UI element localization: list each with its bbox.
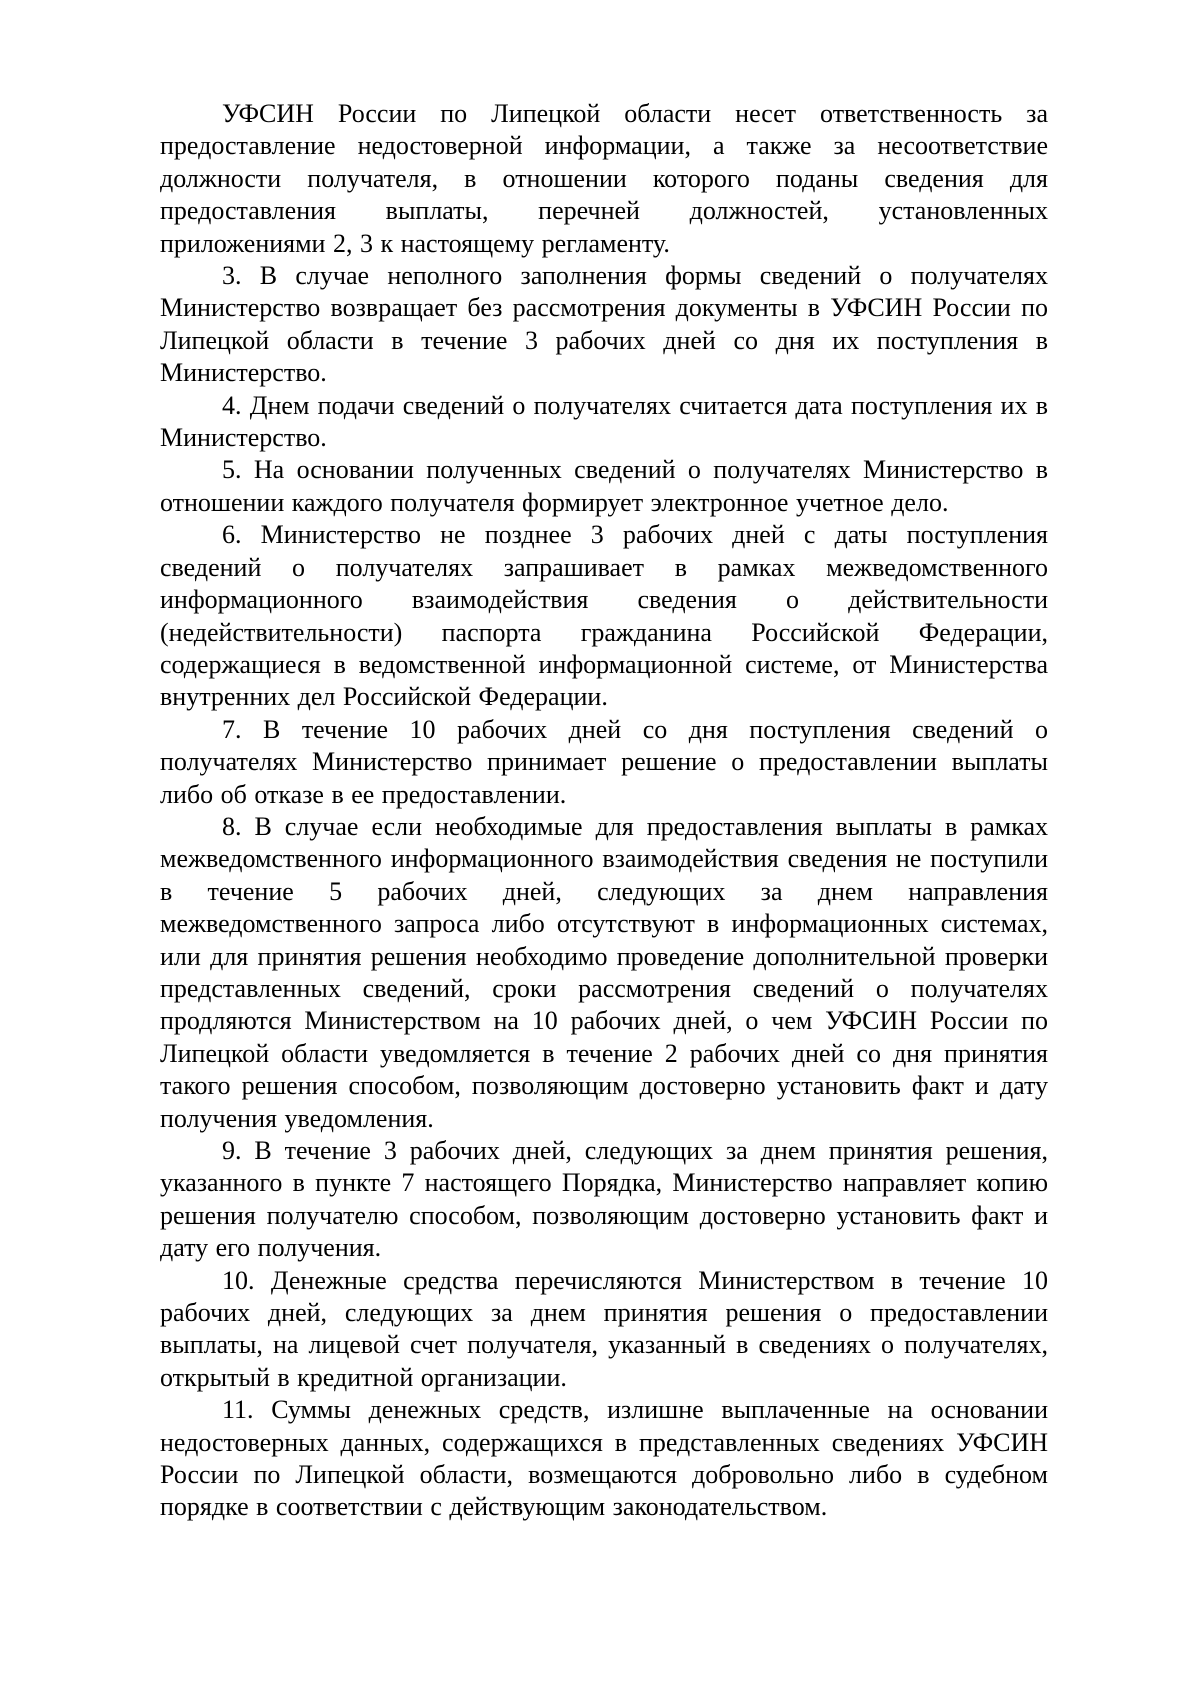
paragraph-item-8: 8. В случае если необходимые для предоставления выплаты в рамках межведомственного информационного взаимодействия сведения не поступили в течение 5 рабочих дней, следующих за днем направления межведомственного запроса либо отсутствуют в информационных системах, или для принятия решения необходимо проведение дополнительной проверки представленных сведений, сроки рассмотрения сведений о получателях продляются Министерством на 10 рабочих дней, о чем УФСИН России по Липецкой области уведомляется в течение 2 рабочих дней со дня принятия такого решения способом, позволяющим достоверно установить факт и дату получения уведомления. bbox=[160, 811, 1048, 1133]
paragraph-item-6: 6. Министерство не позднее 3 рабочих дней с даты поступления сведений о получателях запрашивает в рамках межведомственного информационного взаимодействия сведения о действительности (недействительности) паспорта гражданина Российской Федерации, содержащиеся в ведомственной информационной системе, от Министерства внутренних дел Российской Федерации. bbox=[160, 520, 1048, 712]
document-text-block bbox=[160, 98, 1048, 1524]
paragraph-item-3: 3. В случае неполного заполнения формы сведений о получателях Министерство возвращает без рассмотрения документы в УФСИН России по Липецкой области в течение 3 рабочих дней со дня их поступления в Министерство. bbox=[160, 261, 1048, 388]
paragraph-item-5: 5. На основании полученных сведений о получателях Министерство в отношении каждого получателя формирует электронное учетное дело. bbox=[160, 455, 1048, 517]
paragraph-item-4: 4. Днем подачи сведений о получателях считается дата поступления их в Министерство. bbox=[160, 390, 1048, 453]
paragraph-item-11: 11. Суммы денежных средств, излишне выплаченные на основании недостоверных данных, содержащихся в представленных сведениях УФСИН России по Липецкой области, возмещаются добровольно либо в судебном порядке в соответствии с действующим законодательством. bbox=[160, 1395, 1048, 1522]
paragraph-item-7: 7. В течение 10 рабочих дней со дня поступления сведений о получателях Министерство принимает решение о предоставлении выплаты либо об отказе в ее предоставлении. bbox=[160, 714, 1048, 809]
paragraph-item-9: 9. В течение 3 рабочих дней, следующих за днем принятия решения, указанного в пункте 7 настоящего Порядка, Министерство направляет копию решения получателю способом, позволяющим достоверно установить факт и дату его получения. bbox=[160, 1136, 1048, 1263]
paragraph-liability: УФСИН России по Липецкой области несет ответственность за предоставление недостоверной информации, а также за несоответствие должности получателя, в отношении которого поданы сведения для предоставления выплаты, перечней должностей, установленных приложениями 2, 3 к настоящему регламенту. bbox=[160, 99, 1048, 258]
paragraph-item-10: 10. Денежные средства перечисляются Министерством в течение 10 рабочих дней, следующих за днем принятия решения о предоставлении выплаты, на лицевой счет получателя, указанный в сведениях о получателях, открытый в кредитной организации. bbox=[160, 1265, 1048, 1392]
